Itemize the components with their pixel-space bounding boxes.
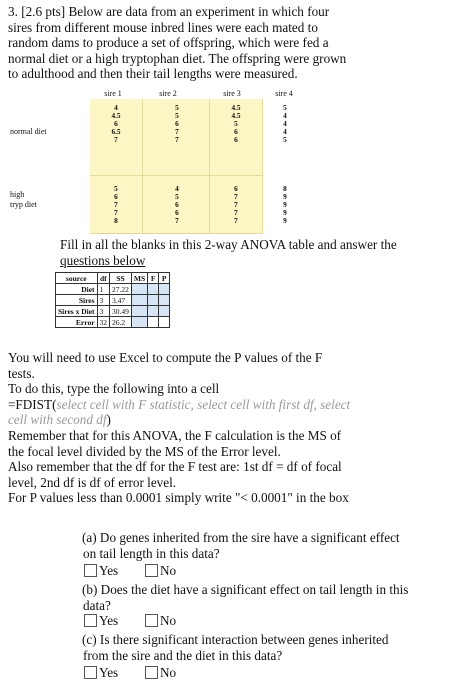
value: 4	[175, 184, 179, 193]
value: 6	[234, 184, 238, 193]
row-label-high-tryp-diet	[10, 190, 38, 209]
intro-line: 3. [2.6 pts] Below are data from an experiment in which four	[8, 4, 330, 19]
intro-line: normal diet or a high tryptophan diet. The offspring were grown	[8, 50, 347, 66]
option-label: Yes	[99, 613, 119, 628]
value: 6	[175, 200, 179, 210]
f-cell-empty	[148, 317, 159, 328]
value: 5	[114, 184, 118, 193]
value: 4	[283, 119, 287, 129]
value: 5	[175, 111, 179, 121]
grid-values	[211, 104, 261, 144]
df-cell: 3	[97, 295, 110, 306]
value: 5	[175, 192, 179, 202]
p-input[interactable]	[159, 284, 170, 295]
ms-input[interactable]	[131, 284, 147, 295]
f-input[interactable]	[148, 306, 159, 317]
instruction-line	[8, 412, 463, 428]
value: 7	[234, 208, 238, 218]
yes-checkbox-c[interactable]	[84, 665, 118, 680]
option-label: Yes	[99, 665, 119, 680]
table-row	[56, 295, 170, 306]
source-cell: Error	[56, 317, 98, 328]
checkbox-icon	[84, 564, 97, 577]
question-text: from the sire and the diet in this data?	[83, 647, 283, 663]
p-cell-empty	[159, 317, 170, 328]
table-row	[56, 317, 170, 328]
value: 7	[114, 208, 118, 218]
value: 8	[283, 184, 287, 193]
instruction-line: tests.	[8, 365, 35, 381]
value: 4	[283, 127, 287, 137]
df-cell: 3	[97, 306, 110, 317]
column-header-sire-3: sire 3	[223, 89, 241, 98]
row-label-text: high tryp diet	[10, 190, 37, 209]
checkbox-icon	[145, 614, 158, 627]
grid-values	[152, 104, 202, 144]
instruction-line	[8, 397, 463, 413]
ms-input[interactable]	[131, 295, 147, 306]
grid-values	[260, 185, 310, 225]
option-label: No	[160, 613, 177, 628]
fill-line: questions below	[60, 252, 146, 268]
formula-hint: cell with second df	[8, 412, 107, 428]
value: 4	[114, 103, 118, 112]
intro-line: sires from different mouse inbred lines were each mated to	[8, 19, 318, 35]
grid-values	[91, 185, 141, 225]
header-ms: MS	[131, 273, 147, 284]
grid-values	[152, 185, 202, 225]
yes-checkbox-b[interactable]	[84, 613, 118, 628]
instruction-line: Remember that for this ANOVA, the F calculation is the MS of	[8, 427, 342, 443]
no-checkbox-c[interactable]	[145, 665, 176, 680]
value: 7	[234, 192, 238, 202]
question-text: (a) Do genes inherited from the sire have a significant effect	[82, 530, 400, 545]
intro-line: random dams to produce a set of offspring, which were fed a	[8, 35, 329, 51]
value: 9	[283, 200, 287, 210]
option-label: Yes	[99, 563, 119, 578]
fill-line: Fill in all the blanks in this 2-way ANOVA table and answer the	[60, 237, 397, 252]
f-input[interactable]	[148, 284, 159, 295]
question-text: on tail length in this data?	[83, 545, 220, 561]
header-df: df	[97, 273, 110, 284]
question-text: (b) Does the diet have a significant effect on tail length in this	[82, 582, 409, 597]
row-label-normal-diet	[10, 127, 52, 137]
ms-input[interactable]	[131, 306, 147, 317]
ss-cell: 3.47	[110, 295, 132, 306]
value: 9	[283, 192, 287, 202]
value: 9	[283, 216, 287, 226]
table-row	[56, 284, 170, 295]
ss-cell: 30.49	[110, 306, 132, 317]
value: 5	[234, 119, 238, 129]
value: 8	[114, 216, 118, 226]
no-checkbox-a[interactable]	[145, 563, 176, 578]
df-cell: 32	[97, 317, 110, 328]
value: 6	[114, 192, 118, 202]
value: 9	[283, 208, 287, 218]
instructions	[8, 350, 463, 506]
question-c	[82, 632, 462, 663]
checkbox-icon	[145, 564, 158, 577]
value: 7	[175, 135, 179, 145]
value: 4.5	[231, 103, 241, 112]
value: 4.5	[231, 111, 241, 121]
value: 7	[234, 216, 238, 226]
instruction-line: To do this, type the following into a cell	[8, 381, 220, 397]
header-ss: SS	[110, 273, 132, 284]
question-text: data?	[83, 597, 111, 613]
p-input[interactable]	[159, 306, 170, 317]
value: 6	[114, 119, 118, 129]
value: 6	[234, 127, 238, 137]
value: 7	[175, 216, 179, 226]
source-cell: Sires x Diet	[56, 306, 98, 317]
header-f: F	[148, 273, 159, 284]
instruction-line: the focal level divided by the MS of the Error level.	[8, 443, 281, 459]
checkbox-icon	[84, 614, 97, 627]
option-label: No	[160, 563, 177, 578]
intro-paragraph	[8, 4, 463, 82]
instruction-line: level, 2nd df is df of error level.	[8, 474, 177, 490]
p-input[interactable]	[159, 295, 170, 306]
column-header-sire-1: sire 1	[104, 89, 122, 98]
row-label-text: normal diet	[10, 127, 47, 136]
checkbox-icon	[145, 666, 158, 679]
yes-checkbox-a[interactable]	[84, 563, 118, 578]
no-checkbox-b[interactable]	[145, 613, 176, 628]
question-a	[82, 530, 462, 561]
f-input[interactable]	[148, 295, 159, 306]
anova-table	[55, 272, 170, 328]
value: 5	[283, 135, 287, 145]
grid-values	[260, 104, 310, 144]
source-cell: Diet	[56, 284, 98, 295]
fill-instruction	[60, 237, 397, 268]
instruction-line: Also remember that the df for the F test are: 1st df = df of focal	[8, 459, 342, 475]
formula-text: )	[106, 412, 111, 428]
value: 7	[114, 200, 118, 210]
value: 4	[283, 111, 287, 121]
value: 5	[283, 103, 287, 112]
header-p: P	[159, 273, 170, 284]
instruction-line: For P values less than 0.0001 simply write "< 0.0001" in the box	[8, 490, 349, 506]
question-b	[82, 582, 462, 613]
header-source: source	[56, 273, 98, 284]
grid-values	[91, 104, 141, 144]
intro-line: to adulthood and then their tail lengths were measured.	[8, 66, 298, 82]
column-header-sire-4: sire 4	[275, 89, 293, 98]
value: 4.5	[111, 111, 121, 121]
ss-cell: 27.22	[110, 284, 132, 295]
source-cell: Sires	[56, 295, 98, 306]
ms-input[interactable]	[131, 317, 147, 328]
option-label: No	[160, 665, 177, 680]
value: 5	[175, 103, 179, 112]
question-text: (c) Is there significant interaction between genes inherited	[82, 632, 389, 647]
formula-hint: select cell with F statistic, select cell with first df, select	[56, 396, 351, 412]
checkbox-icon	[84, 666, 97, 679]
value: 6.5	[111, 127, 121, 137]
value: 6	[175, 208, 179, 218]
value: 7	[234, 200, 238, 210]
value: 7	[114, 135, 118, 145]
column-header-sire-2: sire 2	[159, 89, 177, 98]
value: 6	[175, 119, 179, 129]
df-cell: 1	[97, 284, 110, 295]
instruction-line: You will need to use Excel to compute the P values of the F	[8, 350, 323, 365]
formula-text: =FDIST(	[8, 396, 57, 412]
value: 6	[234, 135, 238, 145]
table-row	[56, 306, 170, 317]
grid-values	[211, 185, 261, 225]
value: 7	[175, 127, 179, 137]
ss-cell: 26.2	[110, 317, 132, 328]
